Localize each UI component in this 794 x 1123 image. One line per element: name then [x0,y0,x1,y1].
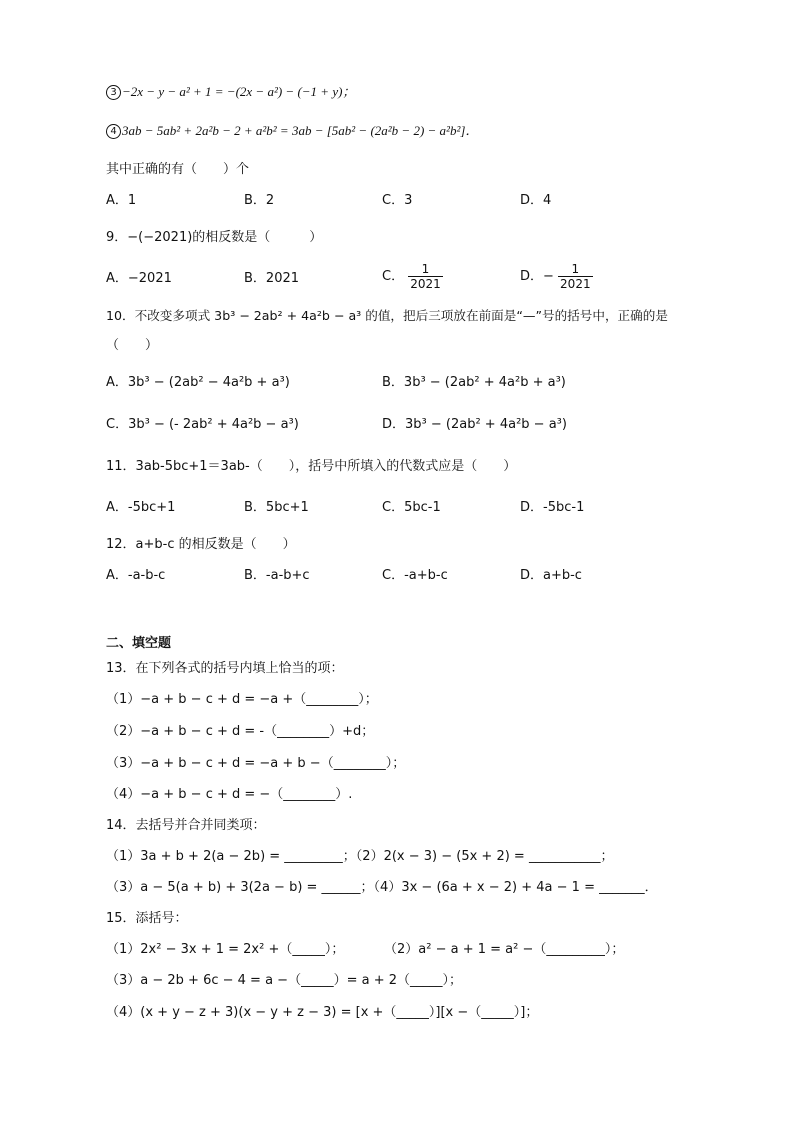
q10-option-c[interactable]: C．3b³ − (- 2ab² + 4a²b − a³) [106,417,299,432]
q11-option-d[interactable]: D．-5bc-1 [520,500,585,515]
q9-option-d-numerator: 1 [558,262,593,277]
q14-line-2: （3）a − 5(a + b) + 3(2a − b) = ______；（4）3x − (6a + x − 2) + 4a − 1 = _______． [106,880,658,895]
q10-stem-blank: （ ） [106,338,159,353]
q8-option-b[interactable]: B．2 [244,193,275,208]
q8-option-a[interactable]: A．1 [106,193,137,208]
q9-option-d-fraction [558,262,593,291]
q8-stem: 其中正确的有（ ）个 [106,162,250,177]
q9-option-c-denominator: 2021 [410,277,441,291]
q13-item-2: （2）−a + b − c + d = -（________）+d； [106,724,375,739]
q15-item-4: （4）(x + y − z + 3)(x − y + z − 3) = [x +（_____）][x −（_____）]； [106,1005,539,1020]
q9-option-c-label: C． [382,269,405,284]
q8-item-3-text: −2x − y − a² + 1 = −(2x − a²) − (−1 + y)； [122,84,356,99]
q15-item-1: （1）2x² − 3x + 1 = 2x² +（_____）； [106,942,345,957]
q13-item-3: （3）−a + b − c + d = −a + b −（________）； [106,756,406,771]
q9-option-b[interactable]: B．2021 [244,271,300,286]
q13-stem: 13．在下列各式的括号内填上恰当的项： [106,661,344,676]
q15-stem: 15．添括号： [106,911,188,926]
q8-item-4-text: 3ab − 5ab² + 2a²b − 2 + a²b² = 3ab − [5ab² − (2a²b − 2) − a²b²]． [122,123,479,138]
q9-option-c[interactable] [382,262,443,291]
q8-option-d[interactable]: D．4 [520,193,552,208]
q9-option-a[interactable]: A．−2021 [106,271,172,286]
q10-option-a[interactable]: A．3b³ − (2ab² − 4a²b + a³) [106,375,290,390]
q9-option-c-numerator: 1 [408,262,443,277]
section-heading: 二、填空题 [106,636,172,651]
q9-option-d[interactable] [520,262,593,291]
q11-stem: 11．3ab-5bc+1＝3ab-（ ），括号中所填入的代数式应是（ ） [106,459,517,474]
q12-option-b[interactable]: B．-a-b+c [244,568,310,583]
q12-option-c[interactable]: C．-a+b-c [382,568,448,583]
q8-option-c[interactable]: C．3 [382,193,413,208]
q11-option-c[interactable]: C．5bc-1 [382,500,441,515]
q13-item-1: （1）−a + b − c + d = −a +（________）； [106,692,378,707]
q8-item-4 [106,122,478,140]
item-marker-3: 3 [106,85,121,100]
q12-stem: 12．a+b-c 的相反数是（ ） [106,537,296,552]
q10-stem: 10．不改变多项式 3b³ − 2ab² + 4a²b − a³ 的值，把后三项放在前面是“—”号的括号中，正确的是 [106,308,668,323]
q13-item-4: （4）−a + b − c + d = −（________）. [106,787,353,802]
q9-option-c-fraction [408,262,443,291]
q15-item-3: （3）a − 2b + 6c − 4 = a −（_____）= a + 2（_____）； [106,973,462,988]
q11-option-b[interactable]: B．5bc+1 [244,500,309,515]
q9-option-d-denominator: 2021 [560,277,591,291]
q14-stem: 14．去括号并合并同类项： [106,818,266,833]
item-marker-4: 4 [106,124,121,139]
q9-option-d-label: D．− [520,269,554,284]
q11-option-a[interactable]: A．-5bc+1 [106,500,176,515]
q12-option-a[interactable]: A．-a-b-c [106,568,166,583]
q12-option-d[interactable]: D．a+b-c [520,568,582,583]
q15-item-2: （2）a² − a + 1 = a² −（_________）； [384,942,625,957]
q8-item-3 [106,83,355,101]
q10-option-b[interactable]: B．3b³ − (2ab² + 4a²b + a³) [382,375,566,390]
q10-option-d[interactable]: D．3b³ − (2ab² + 4a²b − a³) [382,417,567,432]
q14-line-1: （1）3a + b + 2(a − 2b) = _________；（2）2(x − 3) − (5x + 2) = ___________； [106,849,614,864]
q9-stem: 9．−(−2021)的相反数是（ ） [106,230,323,245]
